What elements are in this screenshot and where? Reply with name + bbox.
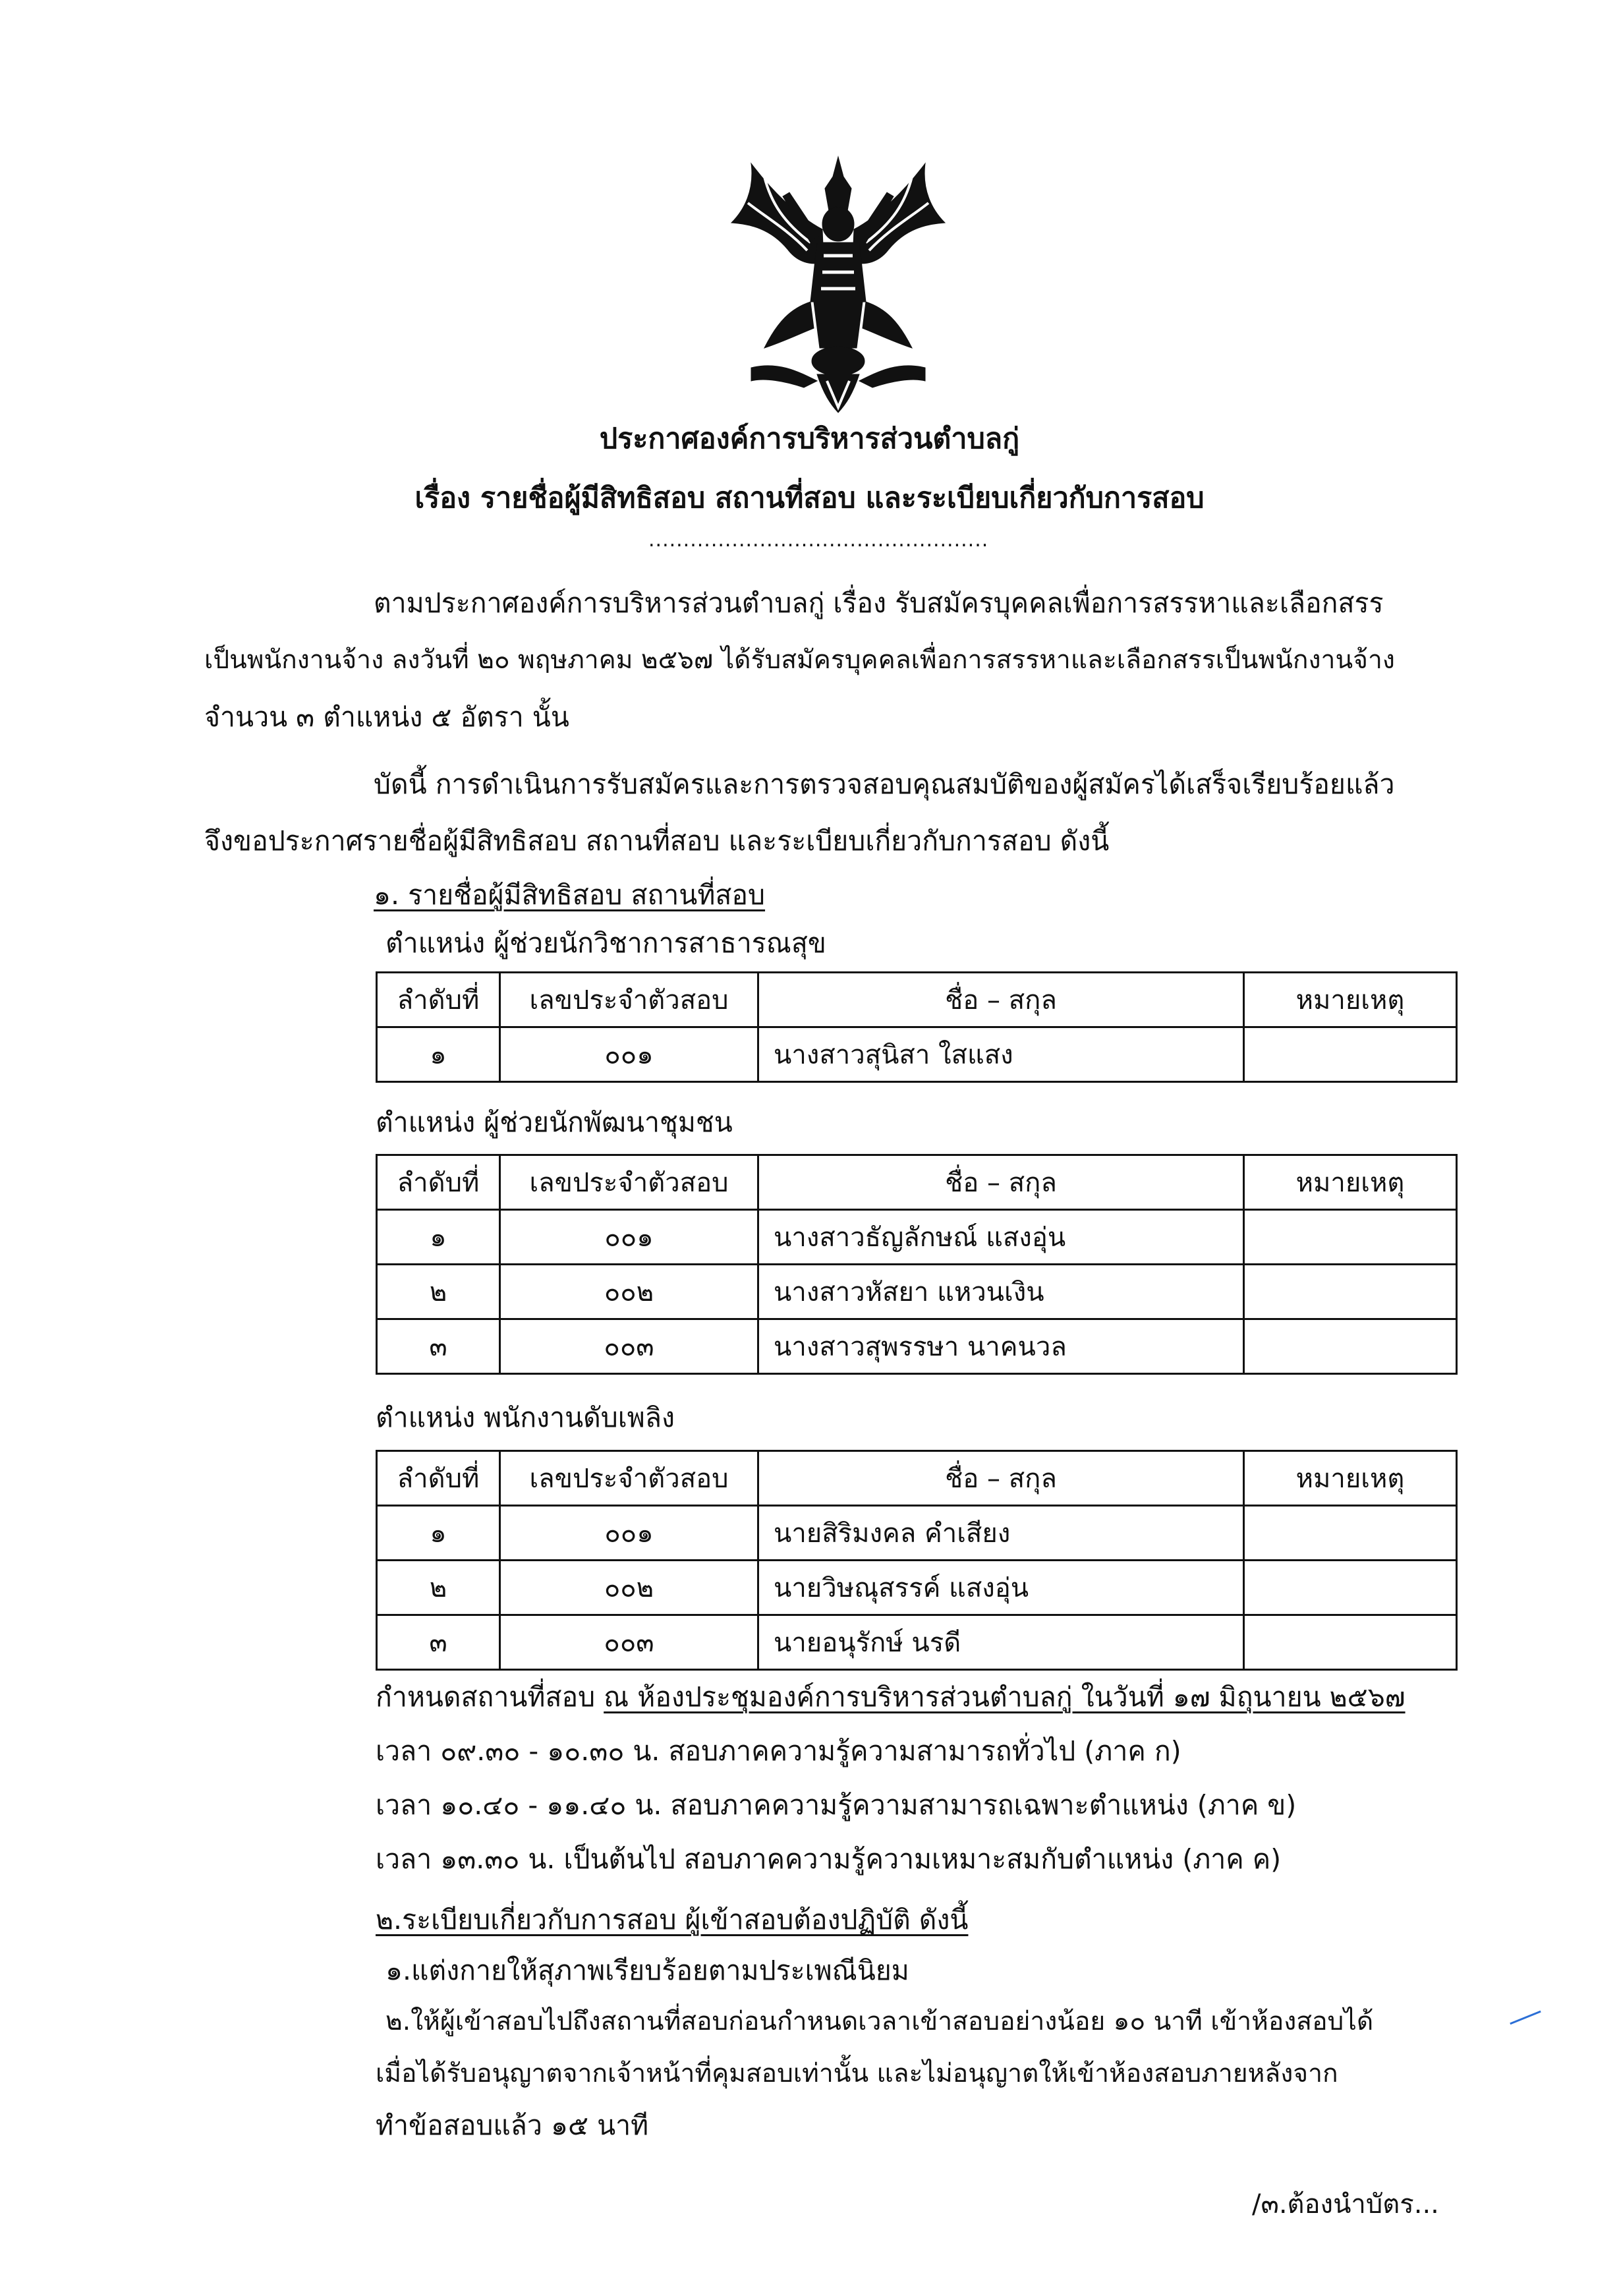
column-header-remark: หมายเหตุ (1244, 973, 1457, 1027)
garuda-emblem-icon (725, 150, 952, 414)
cell-exam-id: ๐๐๒ (500, 1561, 758, 1615)
table-row (377, 1615, 1457, 1670)
cell-remark (1244, 1506, 1457, 1561)
cell-remark (1244, 1561, 1457, 1615)
column-header-remark: หมายเหตุ (1244, 1451, 1457, 1506)
exam-venue-place: ณ ห้องประชุมองค์การบริหารส่วนตำบลกู่ ในวันที่ ๑๗ มิถุนายน ๒๕๖๗ (604, 1681, 1406, 1713)
column-header-no: ลำดับที่ (377, 1451, 500, 1506)
schedule-item: เวลา ๑๓.๓๐ น. เป็นต้นไป สอบภาคความรู้ความเหมาะสมกับตำแหน่ง (ภาค ค) (376, 1843, 1282, 1875)
schedule-item: เวลา ๑๐.๔๐ - ๑๑.๔๐ น. สอบภาคความรู้ความสามารถเฉพาะตำแหน่ง (ภาค ข) (376, 1789, 1297, 1821)
position-title: ตำแหน่ง ผู้ช่วยนักพัฒนาชุมชน (376, 1106, 733, 1138)
schedule-item: เวลา ๐๙.๓๐ - ๑๐.๓๐ น. สอบภาคความรู้ความสามารถทั่วไป (ภาค ก) (376, 1735, 1181, 1767)
column-header-remark: หมายเหตุ (1244, 1155, 1457, 1210)
page-subject: เรื่อง รายชื่อผู้มีสิทธิสอบ สถานที่สอบ และระเบียบเกี่ยวกับการสอบ (414, 482, 1205, 515)
cell-remark (1244, 1615, 1457, 1670)
cell-name: นางสาวหัสยา แหวนเงิน (758, 1265, 1244, 1319)
column-header-name: ชื่อ – สกุล (758, 1155, 1244, 1210)
cell-no: ๑ (377, 1506, 500, 1561)
table-header-row (377, 1155, 1457, 1210)
cell-exam-id: ๐๐๓ (500, 1319, 758, 1374)
section-1-heading: ๑. รายชื่อผู้มีสิทธิสอบ สถานที่สอบ (374, 879, 766, 911)
section-2-heading: ๒.ระเบียบเกี่ยวกับการสอบ ผู้เข้าสอบต้องปฏิบัติ ดังนี้ (376, 1904, 969, 1936)
table-row (377, 1506, 1457, 1561)
table-row (377, 1319, 1457, 1374)
rule-1: ๑.แต่งกายให้สุภาพเรียบร้อยตามประเพณีนิยม (385, 1955, 909, 1986)
column-header-name: ชื่อ – สกุล (758, 1451, 1244, 1506)
exam-venue-prefix: กำหนดสถานที่สอบ (376, 1681, 604, 1713)
intro-line-2: เป็นพนักงานจ้าง ลงวันที่ ๒๐ พฤษภาคม ๒๕๖๗ ได้รับสมัครบุคคลเพื่อการสรรหาและเลือกสรรเป็นพนักงานจ้าง (204, 645, 1395, 675)
candidate-table (376, 1450, 1458, 1671)
cell-remark (1244, 1210, 1457, 1265)
cell-name: นายวิษณุสรรค์ แสงอุ่น (758, 1561, 1244, 1615)
cell-no: ๓ (377, 1319, 500, 1374)
cell-no: ๒ (377, 1265, 500, 1319)
rule-2-line-3: ทำข้อสอบแล้ว ๑๕ นาที (376, 2109, 649, 2141)
cell-no: ๓ (377, 1615, 500, 1670)
rule-2-line-1: ๒.ให้ผู้เข้าสอบไปถึงสถานที่สอบก่อนกำหนดเวลาเข้าสอบอย่างน้อย ๑๐ นาที เข้าห้องสอบได้ (385, 2007, 1374, 2036)
rule-2-line-2: เมื่อได้รับอนุญาตจากเจ้าหน้าที่คุมสอบเท่านั้น และไม่อนุญาตให้เข้าห้องสอบภายหลังจาก (376, 2059, 1338, 2088)
candidate-table (376, 971, 1458, 1083)
announce-line-1: บัดนี้ การดำเนินการรับสมัครและการตรวจสอบคุณสมบัติของผู้สมัครได้เสร็จเรียบร้อยแล้ว (374, 768, 1395, 800)
cell-exam-id: ๐๐๓ (500, 1615, 758, 1670)
cell-no: ๒ (377, 1561, 500, 1615)
table-row (377, 1265, 1457, 1319)
position-title: ตำแหน่ง ผู้ช่วยนักวิชาการสาธารณสุข (385, 927, 826, 959)
pen-mark (1510, 2011, 1541, 2025)
column-header-name: ชื่อ – สกุล (758, 973, 1244, 1027)
page-title: ประกาศองค์การบริหารส่วนตำบลกู่ (599, 422, 1020, 455)
column-header-no: ลำดับที่ (377, 1155, 500, 1210)
cell-name: นายสิริมงคล คำเสียง (758, 1506, 1244, 1561)
position-title: ตำแหน่ง พนักงานดับเพลิง (376, 1402, 675, 1433)
cell-exam-id: ๐๐๑ (500, 1210, 758, 1265)
table-header-row (377, 1451, 1457, 1506)
intro-line-1: ตามประกาศองค์การบริหารส่วนตำบลกู่ เรื่อง รับสมัครบุคคลเพื่อการสรรหาและเลือกสรร (374, 587, 1384, 619)
cell-name: นางสาวสุพรรษา นาคนวล (758, 1319, 1244, 1374)
table-header-row (377, 973, 1457, 1027)
table-row (377, 1561, 1457, 1615)
column-header-exam-id: เลขประจำตัวสอบ (500, 973, 758, 1027)
cell-name: นางสาวธัญลักษณ์ แสงอุ่น (758, 1210, 1244, 1265)
cell-name: นายอนุรักษ์ นรดี (758, 1615, 1244, 1670)
cell-remark (1244, 1265, 1457, 1319)
announce-line-2: จึงขอประกาศรายชื่อผู้มีสิทธิสอบ สถานที่สอบ และระเบียบเกี่ยวกับการสอบ ดังนี้ (204, 825, 1110, 857)
column-header-no: ลำดับที่ (377, 973, 500, 1027)
exam-venue-line (376, 1681, 1406, 1713)
table-row (377, 1210, 1457, 1265)
cell-remark (1244, 1027, 1457, 1082)
cell-name: นางสาวสุนิสา ใสแสง (758, 1027, 1244, 1082)
cell-exam-id: ๐๐๑ (500, 1027, 758, 1082)
cell-no: ๑ (377, 1210, 500, 1265)
candidate-table (376, 1154, 1458, 1375)
cell-exam-id: ๐๐๑ (500, 1506, 758, 1561)
column-header-exam-id: เลขประจำตัวสอบ (500, 1155, 758, 1210)
continuation-note: /๓.ต้องนำบัตร... (1252, 2189, 1439, 2220)
intro-line-3: จำนวน ๓ ตำแหน่ง ๕ อัตรา นั้น (204, 701, 569, 733)
cell-no: ๑ (377, 1027, 500, 1082)
column-header-exam-id: เลขประจำตัวสอบ (500, 1451, 758, 1506)
header-divider: ................................................. (648, 529, 989, 552)
cell-exam-id: ๐๐๒ (500, 1265, 758, 1319)
table-row (377, 1027, 1457, 1082)
cell-remark (1244, 1319, 1457, 1374)
